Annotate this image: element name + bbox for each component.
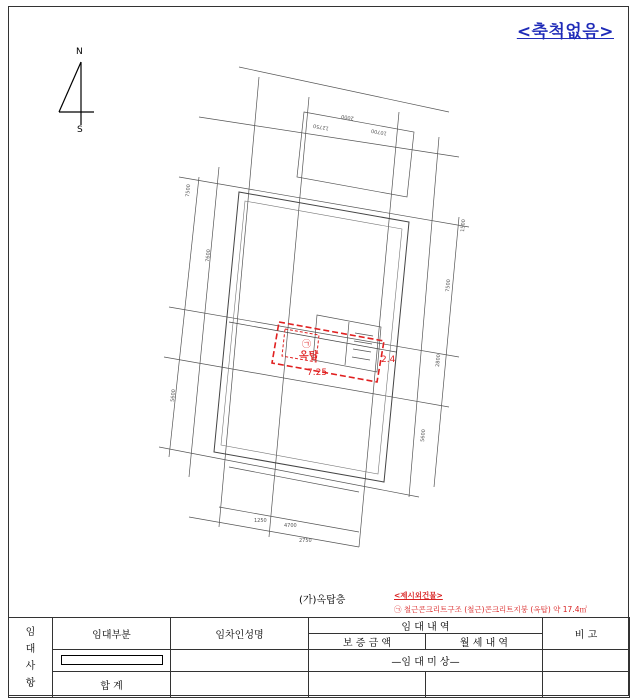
- legend: [394, 589, 587, 617]
- header-deposit: 보 증 금 액: [309, 634, 426, 650]
- dim-label: 7500: [185, 183, 193, 198]
- header-lease-details: 임 대 내 역: [309, 618, 543, 634]
- lease-side-label: 임 대 사 항: [9, 618, 53, 698]
- header-note: 비 고: [543, 618, 630, 650]
- total-note-cell: [543, 672, 630, 698]
- total-deposit-cell: [309, 672, 426, 698]
- rooftop-mark: ㉠: [302, 340, 312, 350]
- dim-label: 10700: [370, 127, 388, 136]
- dim-label: 5600: [170, 388, 178, 403]
- lease-part-box: [61, 655, 163, 665]
- dim-label: 2750: [299, 538, 312, 544]
- document-page: [8, 6, 629, 696]
- lease-table: [8, 617, 630, 698]
- rooftop-dim-width: 7.25: [307, 368, 328, 378]
- floor-title: (가)옥탑층: [299, 595, 346, 606]
- total-monthly-cell: [426, 672, 543, 698]
- total-label: 합 계: [53, 672, 171, 698]
- dim-label: 1250: [254, 518, 267, 524]
- dim-label: 2000: [340, 112, 355, 121]
- north-label: N: [76, 47, 83, 57]
- rooftop-dim-height: 2.4: [381, 355, 396, 365]
- south-label: S: [77, 125, 83, 135]
- legend-item: ㉠ 철근콘크리트구조 (철근)콘크리트지붕 (옥탑) 약 17.4㎡: [394, 605, 587, 614]
- header-lease-part: 임대부분: [53, 618, 171, 650]
- note-cell: [543, 650, 630, 672]
- dim-label: 7500: [445, 278, 453, 293]
- dim-label: 5600: [420, 428, 428, 443]
- dim-label: 4700: [284, 523, 297, 529]
- dim-label: 7600: [205, 248, 213, 263]
- north-arrow-icon: [54, 47, 104, 142]
- total-tenant-cell: [171, 672, 309, 698]
- tenant-cell: [171, 650, 309, 672]
- dim-label: 2800: [435, 353, 443, 368]
- legend-heading: <제시외건물>: [394, 591, 443, 600]
- header-tenant-name: 임차인성명: [171, 618, 309, 650]
- dim-label: 12750: [312, 122, 330, 131]
- lease-unknown-text: —임 대 미 상—: [309, 650, 543, 672]
- floor-plan-drawing: [159, 57, 479, 557]
- dim-label: 1500: [460, 218, 468, 233]
- rooftop-label: 옥탑: [299, 351, 319, 362]
- scale-note: <축척없음>: [516, 22, 614, 42]
- header-monthly-rent: 월 세 내 역: [426, 634, 543, 650]
- lease-part-cell: [53, 650, 171, 672]
